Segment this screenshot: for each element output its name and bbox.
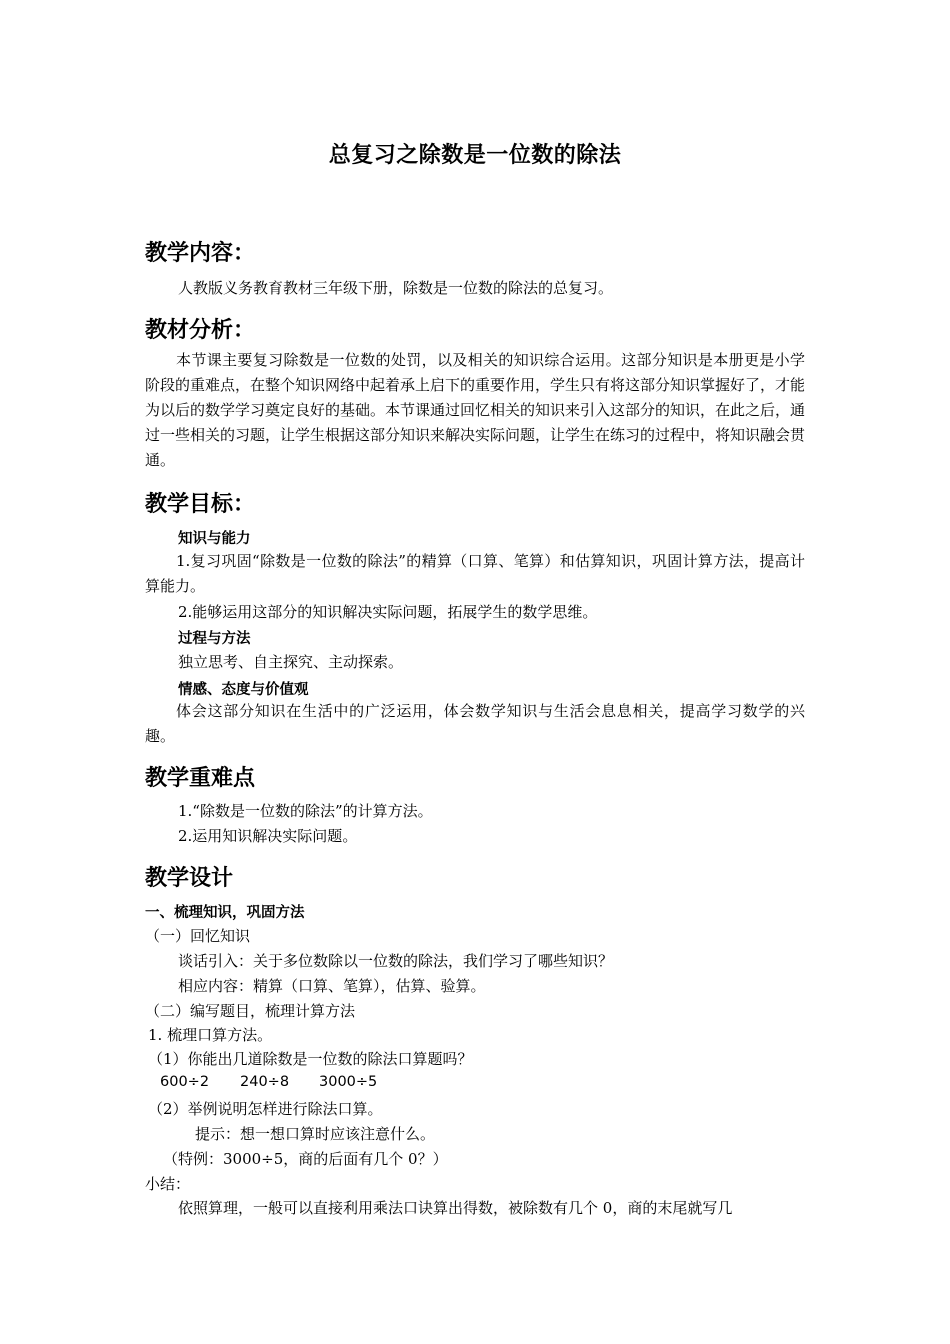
content-text: 人教版义务教育教材三年级下册，除数是一位数的除法的总复习。	[178, 279, 614, 297]
heading-key-points: 教学重难点	[145, 766, 256, 791]
design-hint: 提示：想一想口算时应该注意什么。	[195, 1125, 436, 1143]
document-title: 总复习之除数是一位数的除法	[328, 143, 622, 168]
summary-text: 依照算理，一般可以直接利用乘法口诀算出得数，被除数有几个 0，商的末尾就写几	[178, 1199, 733, 1217]
subheading-process: 过程与方法	[178, 631, 251, 647]
example-1: 600÷2	[160, 1074, 210, 1090]
example-2: 240÷8	[240, 1074, 290, 1090]
design-part-1: （一）回忆知识	[145, 927, 251, 945]
example-3: 3000÷5	[319, 1074, 378, 1090]
design-talk: 谈话引入：关于多位数除以一位数的除法，我们学习了哪些知识？	[178, 952, 614, 970]
heading-goals: 教学目标：	[145, 492, 256, 517]
goal-knowledge-2: 2.能够运用这部分的知识解决实际问题，拓展学生的数学思维。	[178, 603, 598, 621]
key-point-1: 1.“除数是一位数的除法”的计算方法。	[178, 802, 433, 820]
design-question-1: （1）你能出几道除数是一位数的除法口算题吗？	[148, 1050, 473, 1068]
design-related: 相应内容：精算（口算、笔算），估算、验算。	[178, 977, 486, 995]
heading-content: 教学内容：	[145, 241, 256, 266]
design-special-case: （特例：3000÷5，商的后面有几个 0？）	[163, 1150, 448, 1168]
design-section-1: 一、梳理知识，巩固方法	[145, 905, 305, 921]
goal-knowledge-1: 1.复习巩固“除数是一位数的除法”的精算（口算、笔算）和估算知识，巩固计算方法，提高计算能力。	[145, 552, 805, 595]
analysis-text: 本节课主要复习除数是一位数的处罚，以及相关的知识综合运用。这部分知识是本册更是小学阶段的重难点，在整个知识网络中起着承上启下的重要作用，学生只有将这部分知识掌握好了，才能为以后的数学学习奠定良好的基础。本节课通过回忆相关的知识来引入这部分的知识，在此之后，通过一些相关的习题，让学生根据这部分知识来解决实际问题，让学生在练习的过程中，将知识融会贯通。	[145, 351, 806, 469]
goal-process-text: 独立思考、自主探究、主动探索。	[178, 653, 404, 671]
design-question-2: （2）举例说明怎样进行除法口算。	[148, 1100, 383, 1118]
subheading-emotion: 情感、态度与价值观	[178, 682, 309, 698]
heading-design: 教学设计	[145, 866, 234, 891]
design-part-2: （二）编写题目，梳理计算方法	[145, 1002, 356, 1020]
goal-emotion-text: 体会这部分知识在生活中的广泛运用，体会数学知识与生活会息息相关，提高学习数学的兴趣。	[145, 702, 805, 745]
design-item-1: 1. 梳理口算方法。	[148, 1026, 273, 1044]
heading-analysis: 教材分析：	[145, 318, 256, 343]
subheading-knowledge: 知识与能力	[178, 531, 251, 547]
key-point-2: 2.运用知识解决实际问题。	[178, 827, 358, 845]
summary-label: 小结：	[145, 1175, 191, 1193]
